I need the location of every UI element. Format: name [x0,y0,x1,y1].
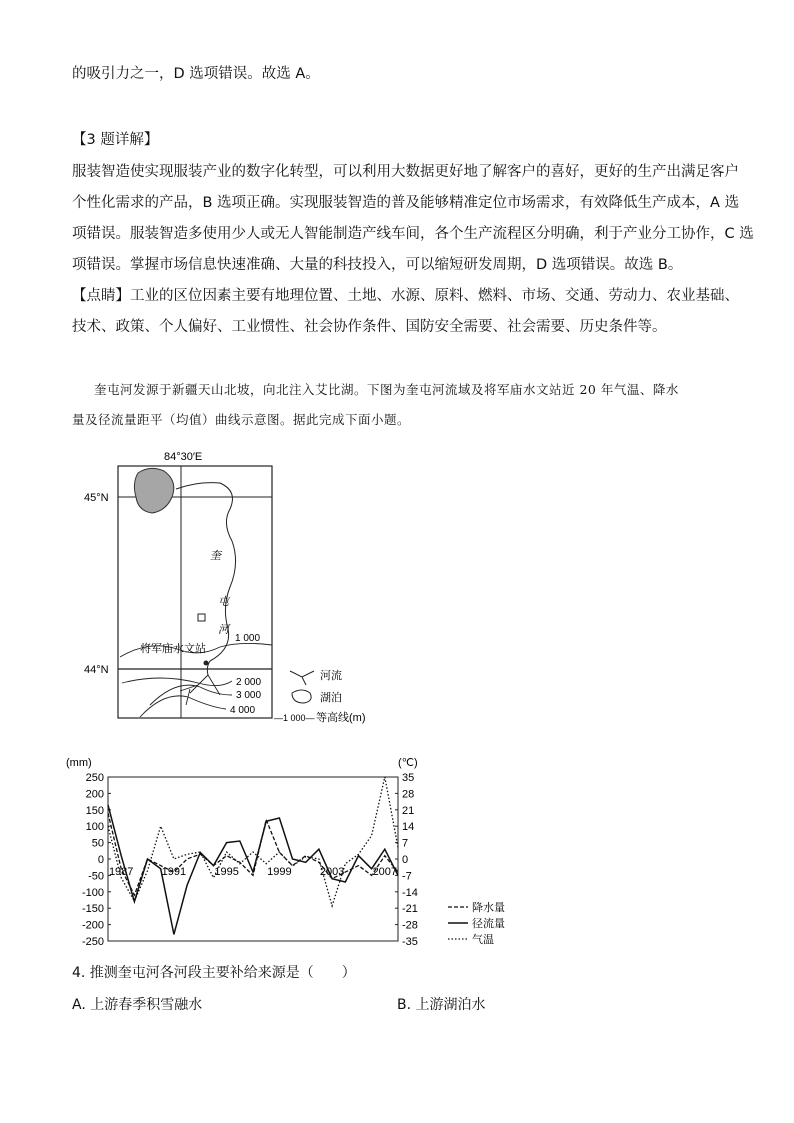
contour-3000-label: 3 000 [236,690,262,701]
contour-4000-label: 4 000 [230,705,256,716]
y-left-tick-label: 200 [85,788,104,801]
stem-line-2: 量及径流量距平（均值）曲线示意图。据此完成下面小题。 [72,412,411,427]
chart-legend [448,900,505,946]
town-marker [198,614,205,621]
station-label: 将军庙水文站 [140,643,206,655]
series-line-dashed [108,813,398,895]
question-4: 4. 推测奎屯河各河段主要补给来源是（ ） [72,965,356,981]
option-b[interactable]: B. 上游湖泊水 [397,997,486,1013]
x-tick-label: 2007 [372,866,398,878]
q3-line-4: 项错误。掌握市场信息快速准确、大量的科技投入，可以缩短研发周期，D 选项错误。故选 B。 [72,257,683,273]
plot-frame [108,777,398,941]
y-left-tick-label: -250 [81,936,104,948]
anomaly-chart [66,755,526,955]
series-line-solid [108,805,398,935]
x-tick-label: 1995 [214,866,239,878]
y-left-tick-label: 100 [85,821,104,834]
lat-45-label: 45°N [84,492,109,504]
x-tick-label: 1987 [108,866,134,878]
y-right-tick-label: -28 [402,919,418,932]
contour-2000 [122,678,232,686]
river-char-2: 屯 [218,596,229,608]
tributaries [180,675,220,705]
y-right-tick-label: 35 [402,772,415,784]
contour-4000 [140,696,226,717]
y-right-tick-label: -7 [402,870,412,883]
longitude-label: 84°30′E [164,451,203,463]
q3-heading: 【3 题详解】 [72,132,159,148]
legend-lake-symbol [292,690,311,703]
legend-temp-label: 气温 [472,934,494,946]
legend-river-symbol [290,671,314,685]
ebinur-lake [134,468,173,513]
legend-runoff-label: 径流量 [472,918,505,930]
stem-line-1: 奎屯河发源于新疆天山北坡，向北注入艾比湖。下图为奎屯河流域及将军庙水文站近 20 年气温、降水 [94,382,679,397]
y-left-tick-label: -150 [81,903,104,916]
legend-lake-label: 湖泊 [320,692,342,704]
y-right-tick-label: 28 [402,788,415,801]
x-tick-label: 2003 [319,866,345,878]
q3-line-1: 服装智造使实现服装产业的数字化转型，可以利用大数据更好地了解客户的喜好，更好的生产出满足客户 [72,164,739,180]
legend-contour-label: 等高线(m) [316,712,366,724]
contour-1000-label: 1 000 [235,633,261,644]
y-right-tick-label: -21 [402,903,418,916]
left-unit: (mm) [66,757,92,769]
station-marker [204,661,209,666]
y-right-tick-label: 0 [402,854,409,866]
river-char-3: 河 [218,624,229,636]
option-a[interactable]: A. 上游春季积雪融水 [72,997,203,1013]
x-tick-label: 1999 [267,866,292,878]
y-left-tick-label: 250 [85,772,104,784]
y-right-tick-label: 21 [402,804,415,817]
river-char-1: 奎 [210,550,221,562]
legend-precip-label: 降水量 [472,902,505,914]
x-tick-label: 1991 [161,866,187,878]
legend-river-label: 河流 [320,670,342,682]
q3-line-3: 项错误。服装智造多使用少人或无人智能制造产线车间，各个生产流程区分明确，利于产业分工协作，C 选 [72,226,754,242]
y-left-tick-label: -50 [88,870,104,883]
y-right-tick-label: 7 [402,837,409,850]
series-line-dotted [108,777,398,906]
lat-44-label: 44°N [84,664,109,676]
y-left-tick-label: 0 [97,854,104,866]
y-left-tick-label: 150 [85,804,104,817]
y-right-tick-label: 14 [402,821,415,834]
y-left-tick-label: -200 [81,919,104,932]
y-right-tick-label: -14 [402,886,418,899]
legend-contour-sample: —1 000— [274,713,315,723]
basin-map [80,445,410,730]
y-right-tick-label: -35 [402,936,418,948]
y-left-tick-label: 50 [91,837,104,850]
tip-line-2: 技术、政策、个人偏好、工业惯性、社会协作条件、国防安全需要、社会需要、历史条件等。 [72,319,667,335]
y-left-tick-label: -100 [81,886,104,899]
q3-line-2: 个性化需求的产品，B 选项正确。实现服装智造的普及能够精准定位市场需求，有效降低生产成本，A 选 [72,195,740,211]
contour-2000-label: 2 000 [236,677,262,688]
right-unit: (℃) [398,757,418,769]
tip-line-1: 【点睛】工业的区位因素主要有地理位置、土地、水源、原料、燃料、市场、交通、劳动力、农业基础、 [72,288,739,304]
answer-tail: 的吸引力之一，D 选项错误。故选 A。 [72,66,320,82]
